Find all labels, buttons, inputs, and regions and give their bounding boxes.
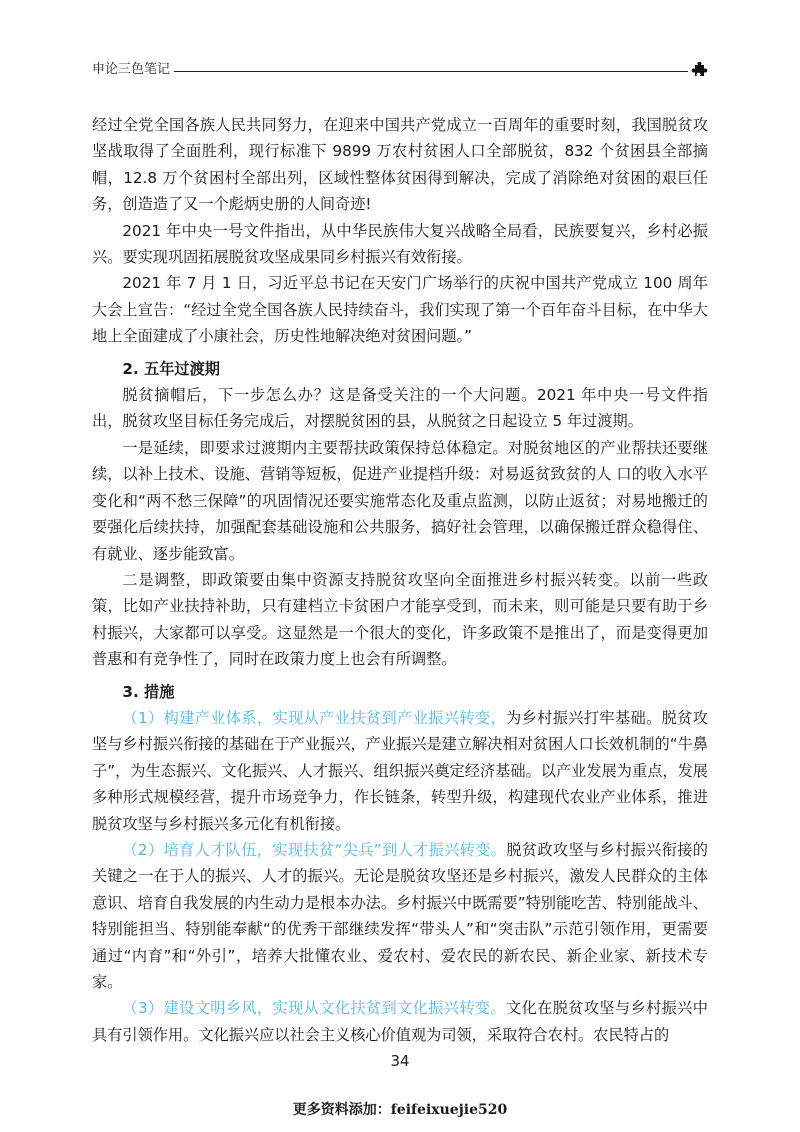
header-title: 申论三色笔记: [92, 62, 171, 77]
section-heading-measures: 3. 措施: [122, 682, 175, 701]
text-measure-culture: 文化在脱贫攻坚与乡村振兴中具有引领作用。文化振兴应以社会主义核心价值观为司领，采取符合农村。农民特占的: [92, 999, 708, 1044]
footer-note: 更多资料添加：feifeixuejie520: [292, 1102, 508, 1118]
paragraph-continuation: 一是延续，即要求过渡期内主要帮扶政策保持总体稳定。对脱贫地区的产业帮扶还要继续，以补上技术、设施、营销等短板，促进产业提档升级：对易返贫致贫的人 口的收入水平变化和“两不愁三保障”的巩固情况还要实施常态化及重点监测，以防止返贫；对易地搬迁的要强化后续扶持，加强配套基础设施和公共服务，搞好社会管理，以确保搬迁群众稳得住、有就业、逐步能致富。: [92, 438, 708, 563]
page-header: [92, 62, 708, 82]
puzzle-piece-icon: [690, 62, 708, 80]
text-measure-talent: 脱贫政攻坚与乡村振兴衔接的关键之一在于人的振兴、人才的振兴。无论是脱贫攻坚还是乡村振兴，激发人民群众的主体意识、培育自我发展的内生动力是根本办法。乡村振兴中既需要”特别能吃苦、特别能战斗、特别能担当、特别能奉献“的优秀干部继续发挥“带头人”和“突击队”示范引领作用，更需要通过“内育”和“外引”，培养大批懂农业、爱农村、爱农民的新农民、新企业家、新技术专家。: [92, 840, 708, 991]
section-heading-transition: 2. 五年过渡期: [122, 359, 220, 378]
paragraph-measure-talent: [92, 837, 708, 995]
highlight-measure-industry: （1）构建产业体系，实现从产业扶贫到产业振兴转变，: [122, 708, 507, 727]
highlight-measure-culture: （3）建设文明乡风，实现从文化扶贫到文化振兴转变。: [122, 999, 507, 1018]
text-measure-industry: 为乡村振兴打牢基础。脱贫攻坚与乡村振兴衔接的基础在于产业振兴，产业振兴是建立解决相对贫困人口长效机制的“牛鼻子”，为生态振兴、文化振兴、人才振兴、组织振兴奠定经济基础。以产业发展为重点，发展多种形式规模经营，提升市场竞争力，作长链条，转型升级，构建现代农业产业体系，推进脱贫攻坚与乡村振兴多元化有机衔接。: [92, 708, 708, 833]
paragraph-declaration: 2021 年 7 月 1 日，习近平总书记在天安门广场举行的庆祝中国共产党成立 100 周年大会上宣告：“经过全党全国各族人民持续奋斗，我们实现了第一个百年奋斗目标，在中华大地上全面建成了小康社会，历史性地解决绝对贫困问题。”: [92, 274, 708, 346]
document-body: [92, 112, 708, 1048]
header-rule: [174, 71, 688, 72]
highlight-measure-talent: （2）培育人才队伍，实现扶贫“尖兵”到人才振兴转变。: [122, 840, 507, 859]
paragraph-victory: 经过全党全国各族人民共同努力，在迎来中国共产党成立一百周年的重要时刻，我国脱贫攻坚战取得了全面胜利，现行标准下 9899 万农村贫困人口全部脱贫，832 个贫困县全部摘帽，12.8 万个贫困村全部出列，区域性整体贫困得到解决，完成了消除绝对贫困的艰巨任务，创造造了又一个彪炳史册的人间奇迹!: [92, 116, 708, 214]
paragraph-measure-culture: [92, 995, 708, 1048]
paragraph-adjustment: 二是调整，即政策要由集中资源支持脱贫攻坚向全面推进乡村振兴转变。以前一些政策，比如产业扶持补助，只有建档立卡贫困户才能享受到，而未来，则可能是只要有助于乡村振兴，大家都可以享受。这显然是一个很大的变化，许多政策不是推出了，而是变得更加普惠和有竞争性了，同时在政策力度上也会有所调整。: [92, 570, 708, 669]
paragraph-transition-intro: 脱贫摘帽后，下一步怎么办？这是备受关注的一个大问题。2021 年中央一号文件指出，脱贫攻坚目标任务完成后，对摆脱贫困的县，从脱贫之日起设立 5 年过渡期。: [92, 386, 708, 431]
paragraph-measure-industry: [92, 705, 708, 837]
paragraph-document-one: 2021 年中央一号文件指出，从中华民族伟大复兴战略全局看，民族要复兴，乡村必振兴。要实现巩固拓展脱贫攻坚成果同乡村振兴有效衔接。: [92, 221, 708, 267]
page-number: 34: [390, 1052, 410, 1070]
